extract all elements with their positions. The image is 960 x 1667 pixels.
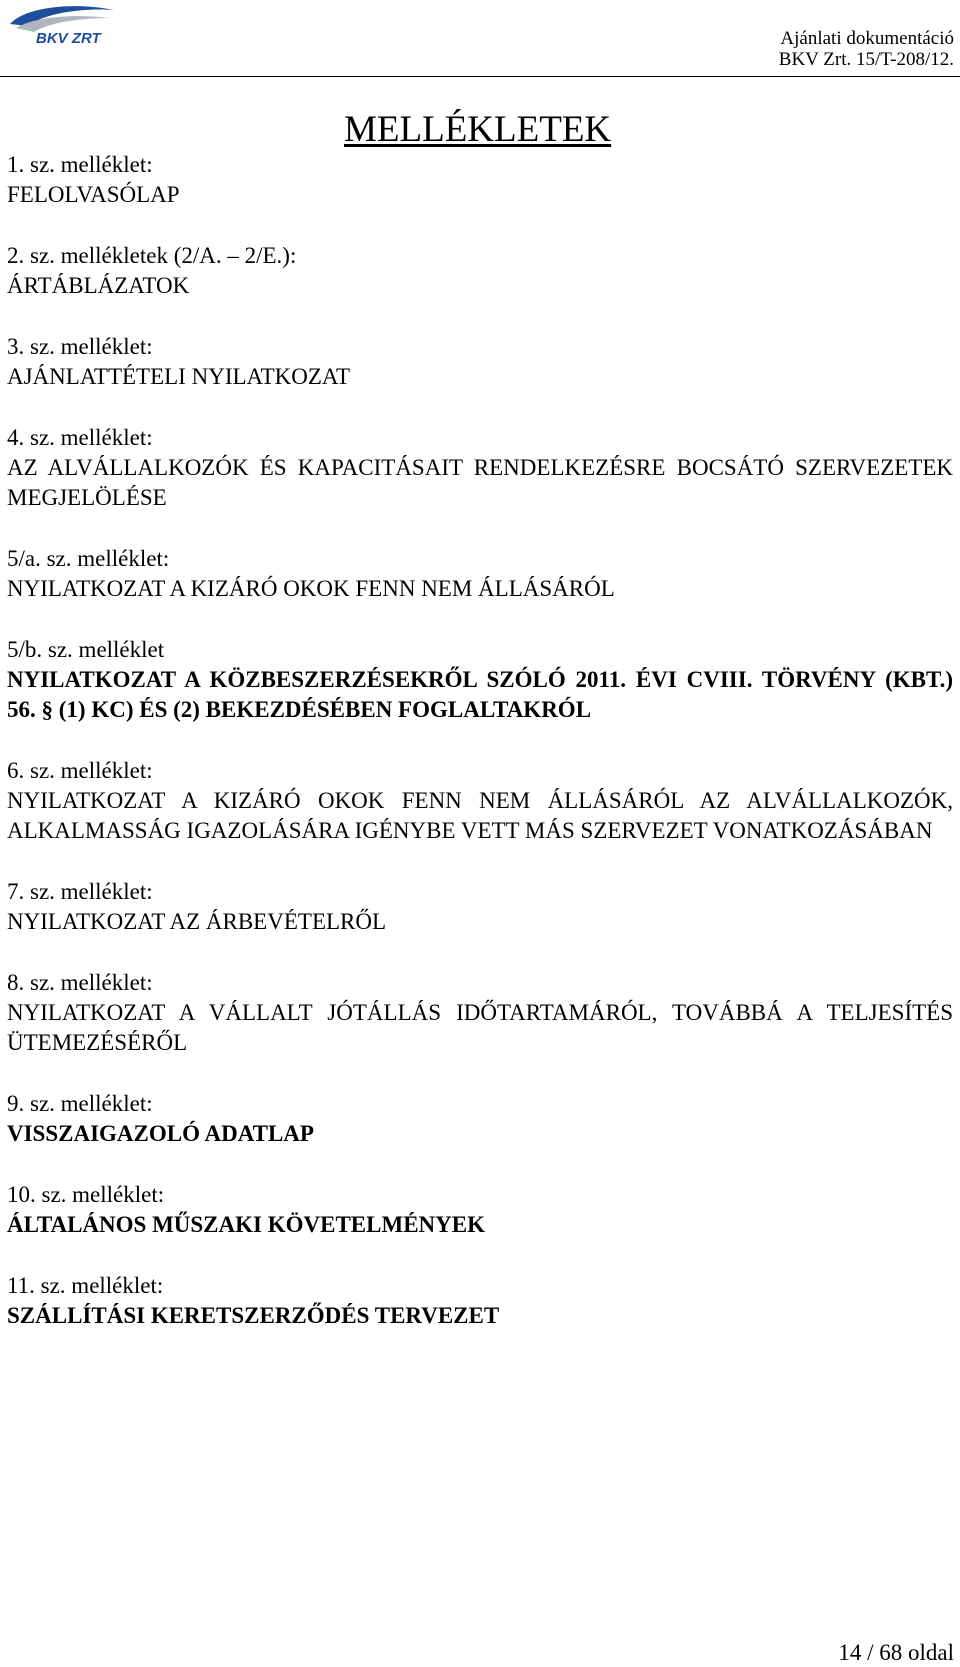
annex-title: NYILATKOZAT A KÖZBESZERZÉSEKRŐL SZÓLÓ 2011. ÉVI CVIII. TÖRVÉNY (KBT.) 56. § (1) KC) ÉS (2) BEKEZDÉSÉBEN FOGLALTAKRÓL — [7, 667, 953, 722]
annex-title: NYILATKOZAT AZ ÁRBEVÉTELRŐL — [7, 909, 387, 934]
annex-title: NYILATKOZAT A KIZÁRÓ OKOK FENN NEM ÁLLÁSÁRÓL AZ ALVÁLLALKOZÓK, ALKALMASSÁG IGAZOLÁSÁRA IGÉNYBE VETT MÁS SZERVEZET VONATKOZÁSÁBAN — [7, 788, 953, 843]
annex-label: 2. sz. mellékletek (2/A. – 2/E.): — [7, 243, 297, 268]
header-divider — [0, 76, 960, 77]
annex-title: NYILATKOZAT A VÁLLALT JÓTÁLLÁS IDŐTARTAMÁRÓL, TOVÁBBÁ A TELJESÍTÉS ÜTEMEZÉSÉRŐL — [7, 1000, 953, 1055]
annex-title: AZ ALVÁLLALKOZÓK ÉS KAPACITÁSAIT RENDELKEZÉSRE BOCSÁTÓ SZERVEZETEK MEGJELÖLÉSE — [7, 455, 953, 510]
annex-label: 3. sz. melléklet: — [7, 334, 153, 359]
annex-item-7 — [7, 877, 953, 937]
annex-title: AJÁNLATTÉTELI NYILATKOZAT — [7, 364, 351, 389]
annex-item-8 — [7, 968, 953, 1058]
annex-title: NYILATKOZAT A KIZÁRÓ OKOK FENN NEM ÁLLÁSÁRÓL — [7, 576, 615, 601]
annex-item-9 — [7, 1089, 953, 1149]
annex-label: 9. sz. melléklet: — [7, 1091, 153, 1116]
annex-item-5a — [7, 544, 953, 604]
doc-type: Ajánlati dokumentáció — [780, 28, 954, 49]
annex-label: 7. sz. melléklet: — [7, 879, 153, 904]
document-reference — [779, 28, 954, 70]
annex-item-5b — [7, 635, 953, 725]
annex-item-10 — [7, 1180, 953, 1240]
annex-title: FELOLVASÓLAP — [7, 182, 180, 207]
annex-label: 5/b. sz. melléklet — [7, 637, 165, 662]
bkv-logo — [6, 2, 118, 48]
annex-item-2 — [7, 241, 953, 301]
annex-title: VISSZAIGAZOLÓ ADATLAP — [7, 1121, 314, 1146]
annex-item-1 — [7, 150, 953, 210]
page-header — [0, 0, 960, 80]
annex-item-3 — [7, 332, 953, 392]
bkv-logo-graphic — [6, 2, 118, 48]
annex-label: 4. sz. melléklet: — [7, 425, 153, 450]
page-title: MELLÉKLETEK — [344, 109, 612, 150]
annex-title: ÁRTÁBLÁZATOK — [7, 273, 190, 298]
page-number: 14 / 68 oldal — [838, 1640, 954, 1665]
annex-label: 1. sz. melléklet: — [7, 152, 153, 177]
annex-item-6 — [7, 756, 953, 846]
annex-title: ÁLTALÁNOS MŰSZAKI KÖVETELMÉNYEK — [7, 1212, 485, 1237]
logo-text: BKV ZRT — [36, 30, 101, 47]
annex-label: 5/a. sz. melléklet: — [7, 546, 170, 571]
annex-title: SZÁLLÍTÁSI KERETSZERZŐDÉS TERVEZET — [7, 1303, 500, 1328]
annex-label: 6. sz. melléklet: — [7, 758, 153, 783]
annex-label: 8. sz. melléklet: — [7, 970, 153, 995]
annex-list — [7, 150, 953, 1362]
annex-label: 10. sz. melléklet: — [7, 1182, 165, 1207]
annex-item-11 — [7, 1271, 953, 1331]
annex-label: 11. sz. melléklet: — [7, 1273, 164, 1298]
doc-ref: BKV Zrt. 15/T-208/12. — [778, 49, 954, 70]
annex-item-4 — [7, 423, 953, 513]
